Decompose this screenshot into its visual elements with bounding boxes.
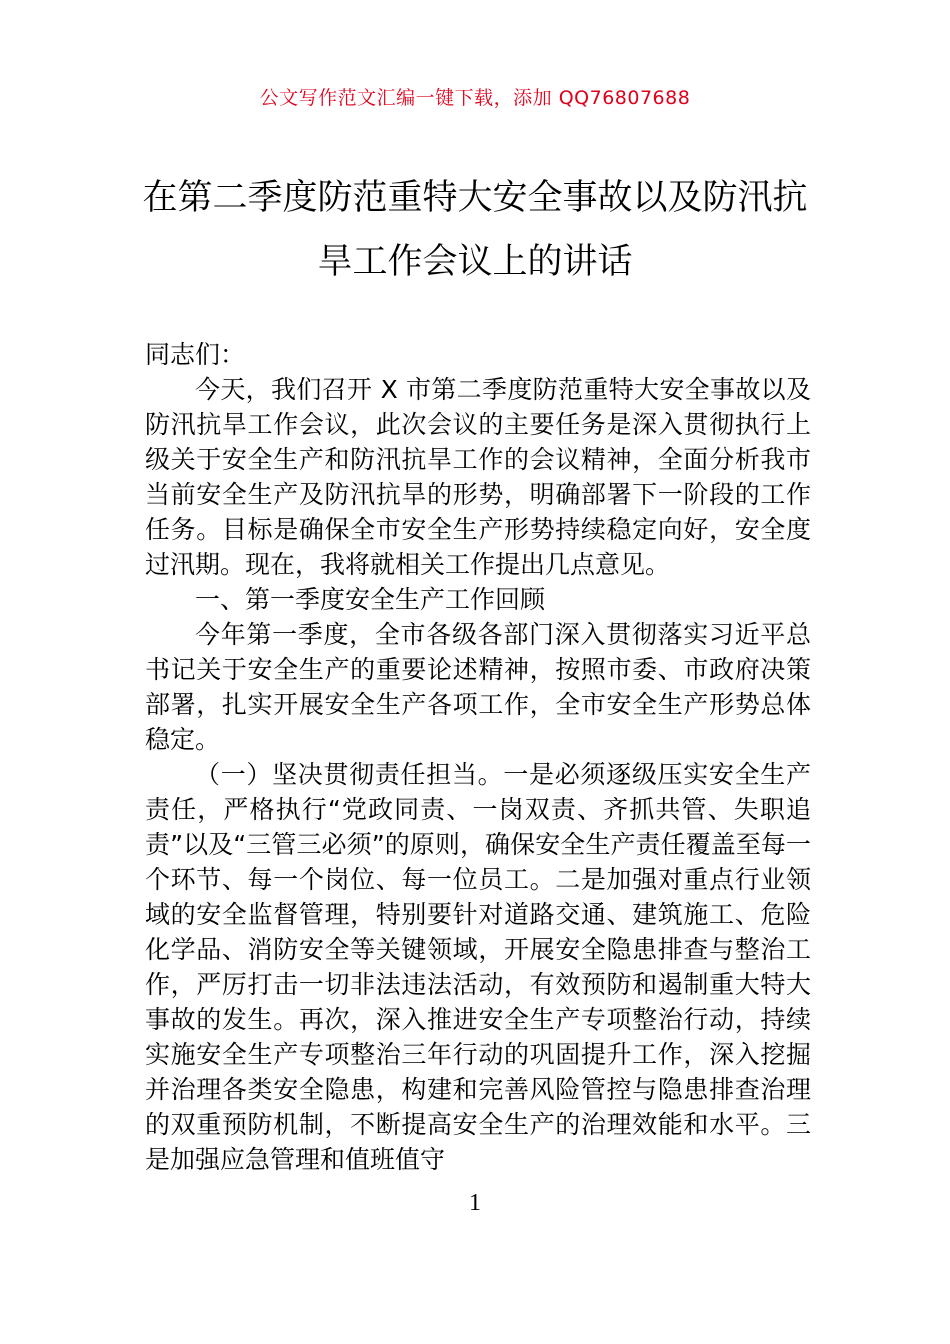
document-title: 在第二季度防范重特大安全事故以及防汛抗旱工作会议上的讲话 [142,178,808,282]
salutation: 同志们： [145,340,246,369]
promo-header-note: 公文写作范文汇编一键下载，添加 QQ76807688 [259,87,691,109]
page-number: 1 [469,1190,481,1216]
paragraph-opening: 今天，我们召开 X 市第二季度防范重特大安全事故以及防汛抗旱工作会议，此次会议的主要任务是深入贯彻执行上级关于安全生产和防汛抗旱工作的会议精神，全面分析我市当前安全生产及防汛抗旱的形势，明确部署下一阶段的工作任务。目标是确保全市安全生产形势持续稳定向好，安全度过汛期。现在，我将就相关工作提出几点意见。 [145,375,811,579]
paragraph-responsibility: （一）坚决贯彻责任担当。一是必须逐级压实安全生产责任，严格执行“党政同责、一岗双责、齐抓共管、失职追责”以及“三管三必须”的原则，确保安全生产责任覆盖至每一个环节、每一个岗位、每一位员工。二是加强对重点行业领域的安全监督管理，特别要针对道路交通、建筑施工、危险化学品、消防安全等关键领域，开展安全隐患排查与整治工作，严厉打击一切非法违法活动，有效预防和遏制重大特大事故的发生。再次，深入推进安全生产专项整治行动，持续实施安全生产专项整治三年行动的巩固提升工作，深入挖掘并治理各类安全隐患，构建和完善风险管控与隐患排查治理的双重预防机制，不断提高安全生产的治理效能和水平。三是加强应急管理和值班值守 [145,760,811,1174]
paragraph-review: 今年第一季度，全市各级各部门深入贯彻落实习近平总书记关于安全生产的重要论述精神，按照市委、市政府决策部署，扎实开展安全生产各项工作，全市安全生产形势总体稳定。 [145,620,811,754]
section-heading-1: 一、第一季度安全生产工作回顾 [195,585,546,614]
document-body [145,337,811,1177]
